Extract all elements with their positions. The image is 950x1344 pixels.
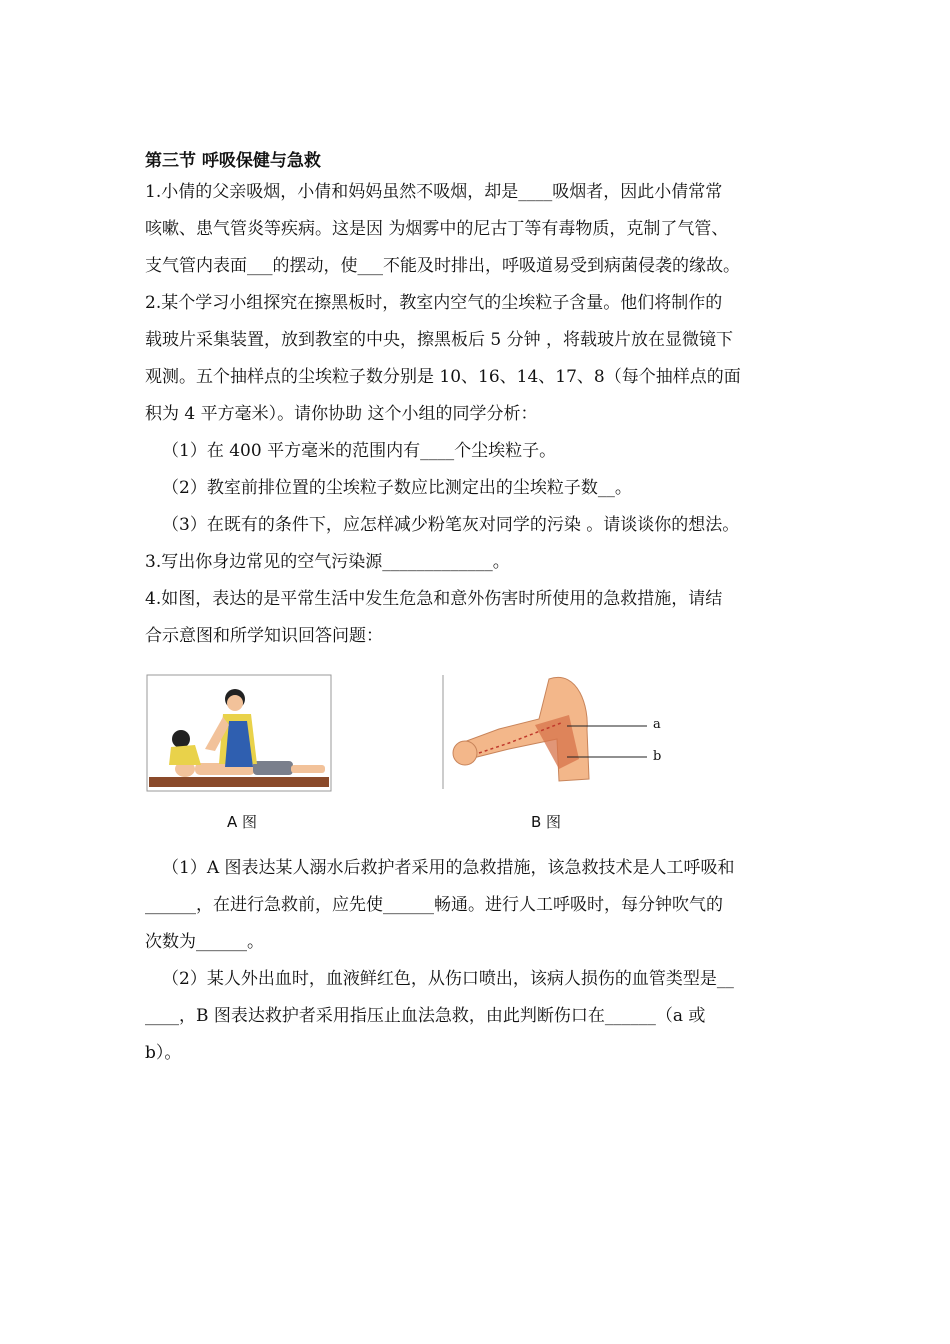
figure-b-caption: B 图	[531, 813, 562, 831]
q1-line-1: 1.小倩的父亲吸烟，小倩和妈妈虽然不吸烟，却是____吸烟者，因此小倩常常	[145, 182, 723, 202]
figure-a-caption: A 图	[227, 813, 258, 831]
q2-line-3: 观测。五个抽样点的尘埃粒子数分别是 10、16、14、17、8（每个抽样点的面	[145, 367, 741, 387]
q2-line-4: 积为 4 平方毫米）。请你协助 这个小组的同学分析：	[145, 404, 538, 424]
q4-sub-2-line-1: （2）某人外出血时，血液鲜红色，从伤口喷出，该病人损伤的血管类型是__	[162, 969, 734, 989]
q4-sub-2-line-3: b）。	[145, 1043, 182, 1063]
q4-sub-2-line-2: ____，B 图表达救护者采用指压止血法急救，由此判断伤口在______（a 或	[145, 1006, 706, 1026]
q3-line-1: 3.写出你身边常见的空气污染源_____________。	[145, 552, 510, 572]
q4-sub-1-line-1: （1）A 图表达某人溺水后救护者采用的急救措施，该急救技术是人工呼吸和	[162, 858, 735, 878]
document-page	[145, 148, 810, 1072]
figures	[145, 669, 810, 844]
label-a: a	[653, 717, 661, 732]
q2-sub-3: （3）在既有的条件下，应怎样减少粉笔灰对同学的污染 。请谈谈你的想法。	[162, 515, 740, 535]
q1-line-3: 支气管内表面___的摆动，使___不能及时排出，呼吸道易受到病菌侵袭的缘故。	[145, 256, 740, 276]
figure-b-arm-illustration	[439, 669, 679, 829]
figure-a-cpr-illustration	[145, 669, 335, 829]
q2-sub-1: （1）在 400 平方毫米的范围内有____个尘埃粒子。	[162, 441, 557, 461]
q2-line-2: 载玻片采集装置，放到教室的中央，擦黑板后 5 分钟 ，将载玻片放在显微镜下	[145, 330, 734, 350]
q4-line-2: 合示意图和所学知识回答问题：	[145, 626, 383, 646]
q4-line-1: 4.如图，表达的是平常生活中发生危急和意外伤害时所使用的急救措施，请结	[145, 589, 723, 609]
q4-sub-1-line-3: 次数为______。	[145, 932, 264, 952]
q1-line-2: 咳嗽、患气管炎等疾病。这是因 为烟雾中的尼古丁等有毒物质，克制了气管、	[145, 219, 729, 239]
q2-line-1: 2.某个学习小组探究在擦黑板时，教室内空气的尘埃粒子含量。他们将制作的	[145, 293, 723, 313]
section-title: 第三节 呼吸保健与急救	[145, 151, 321, 171]
q4-sub-1-line-2: ______，在进行急救前，应先使______畅通。进行人工呼吸时，每分钟吹气的	[145, 895, 723, 915]
q2-sub-2: （2）教室前排位置的尘埃粒子数应比测定出的尘埃粒子数__。	[162, 478, 632, 498]
label-b: b	[653, 749, 662, 764]
